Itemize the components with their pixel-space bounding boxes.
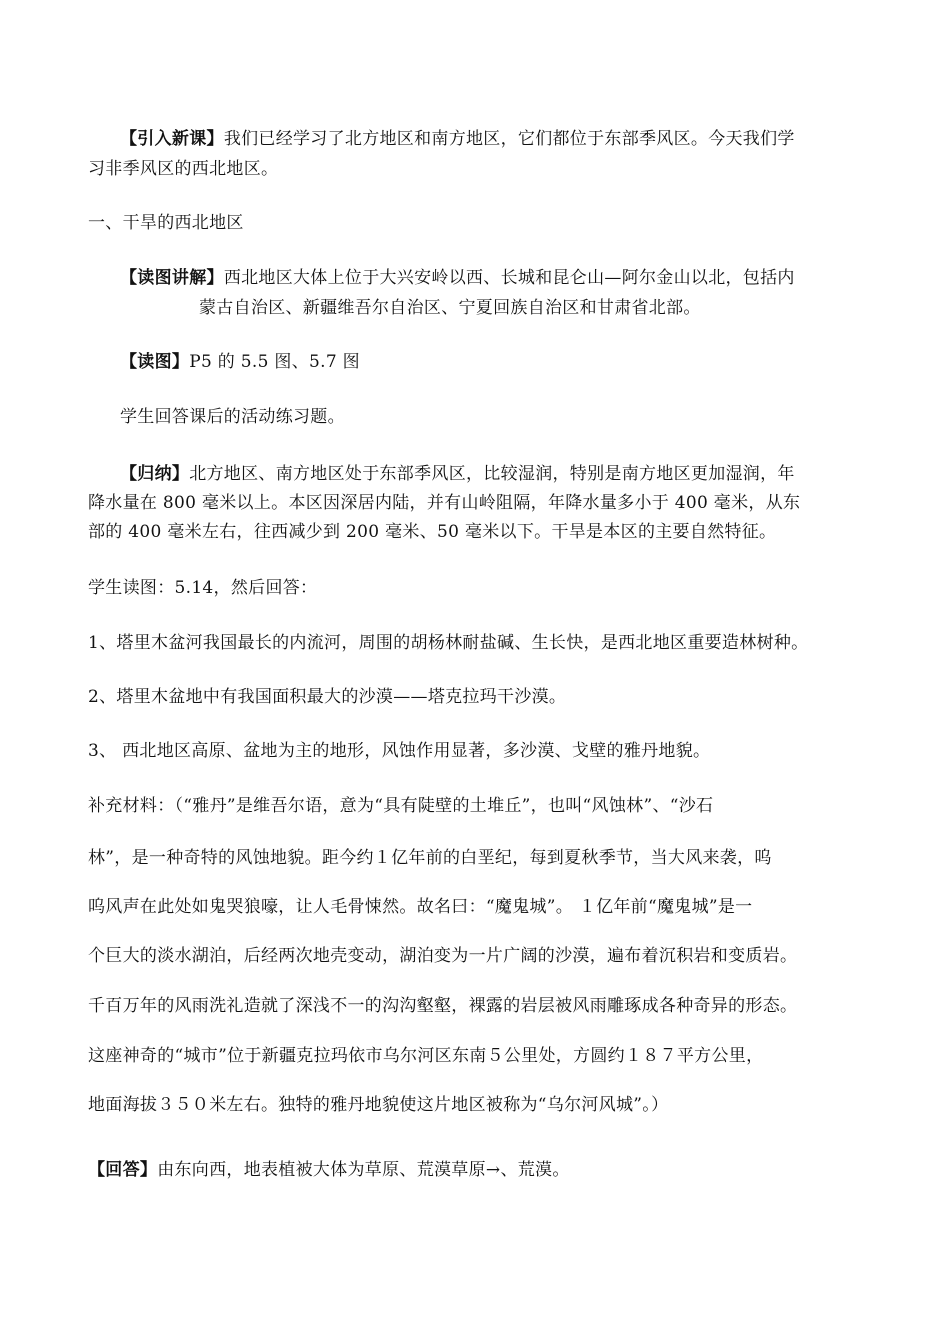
intro-text-1: 我们已经学习了北方地区和南方地区，它们都位于东部季风区。今天我们学 bbox=[223, 129, 795, 149]
summary-line-2: 降水量在 800 毫米以上。本区因深居内陆，并有山岭阻隔，年降水量多小于 400 毫米，从东 bbox=[88, 493, 801, 513]
summary-line-3: 部的 400 毫米左右，往西减少到 200 毫米、50 毫米以下。干旱是本区的主要自然特征。 bbox=[88, 522, 777, 542]
point-2: 2、塔里木盆地中有我国面积最大的沙漠——塔克拉玛干沙漠。 bbox=[88, 687, 567, 707]
summary-text-1: 北方地区、南方地区处于东部季风区，比较湿润，特别是南方地区更加湿润，年 bbox=[189, 464, 795, 484]
student-read-figure: 学生读图：5.14，然后回答： bbox=[88, 578, 318, 598]
map-reading-text-1: 西北地区大体上位于大兴安岭以西、长城和昆仑山—阿尔金山以北，包括内 bbox=[223, 268, 795, 288]
read-figure-tag: 【读图】 bbox=[120, 352, 190, 372]
answer-tag: 【回答】 bbox=[88, 1160, 158, 1180]
read-figure-text: P5 的 5.5 图、5.7 图 bbox=[189, 352, 360, 372]
student-answer-line: 学生回答课后的活动练习题。 bbox=[120, 407, 345, 427]
point-3: 3、 西北地区高原、盆地为主的地形，风蚀作用显著，多沙漠、戈壁的雅丹地貌。 bbox=[88, 741, 711, 761]
supplement-line-2: 林”，是一种奇特的风蚀地貌。距今约１亿年前的白垩纪，每到夏秋季节，当大风来袭，呜 bbox=[88, 848, 772, 868]
section-heading: 一、干旱的西北地区 bbox=[88, 213, 244, 233]
intro-tag: 【引入新课】 bbox=[120, 129, 224, 149]
map-reading-tag: 【读图讲解】 bbox=[120, 268, 224, 288]
summary-tag: 【归纳】 bbox=[120, 464, 190, 484]
supplement-line-4: 个巨大的淡水湖泊，后经两次地壳变动，湖泊变为一片广阔的沙漠，遍布着沉积岩和变质岩。 bbox=[88, 946, 798, 966]
read-figure-line bbox=[120, 350, 360, 374]
map-reading-line-2: 蒙古自治区、新疆维吾尔自治区、宁夏回族自治区和甘肃省北部。 bbox=[199, 298, 701, 318]
supplement-line-3: 呜风声在此处如鬼哭狼嚎，让人毛骨悚然。故名曰：“魔鬼城”。 １亿年前“魔鬼城”是一 bbox=[88, 897, 753, 917]
point-1: 1、塔里木盆河我国最长的内流河，周围的胡杨林耐盐碱、生长快，是西北地区重要造林树种。 bbox=[88, 633, 809, 653]
supplement-line-5: 千百万年的风雨洗礼造就了深浅不一的沟沟壑壑，裸露的岩层被风雨雕琢成各种奇异的形态。 bbox=[88, 996, 798, 1016]
answer-text: 由东向西，地表植被大体为草原、荒漠草原→、荒漠。 bbox=[157, 1160, 570, 1180]
map-reading-line-1 bbox=[120, 266, 795, 290]
summary-line-1 bbox=[120, 462, 795, 486]
answer-line bbox=[88, 1158, 570, 1182]
supplement-line-6: 这座神奇的“城市”位于新疆克拉玛依市乌尔河区东南５公里处，方圆约１８７平方公里， bbox=[88, 1046, 764, 1066]
intro-line-1 bbox=[120, 127, 795, 151]
supplement-line-7: 地面海拔３５０米左右。独特的雅丹地貌使这片地区被称为“乌尔河风城”。） bbox=[88, 1095, 669, 1115]
intro-line-2: 习非季风区的西北地区。 bbox=[88, 159, 279, 179]
supplement-line-1: 补充材料：（“雅丹”是维吾尔语，意为“具有陡壁的土堆丘”，也叫“风蚀林”、“沙石 bbox=[88, 796, 714, 816]
